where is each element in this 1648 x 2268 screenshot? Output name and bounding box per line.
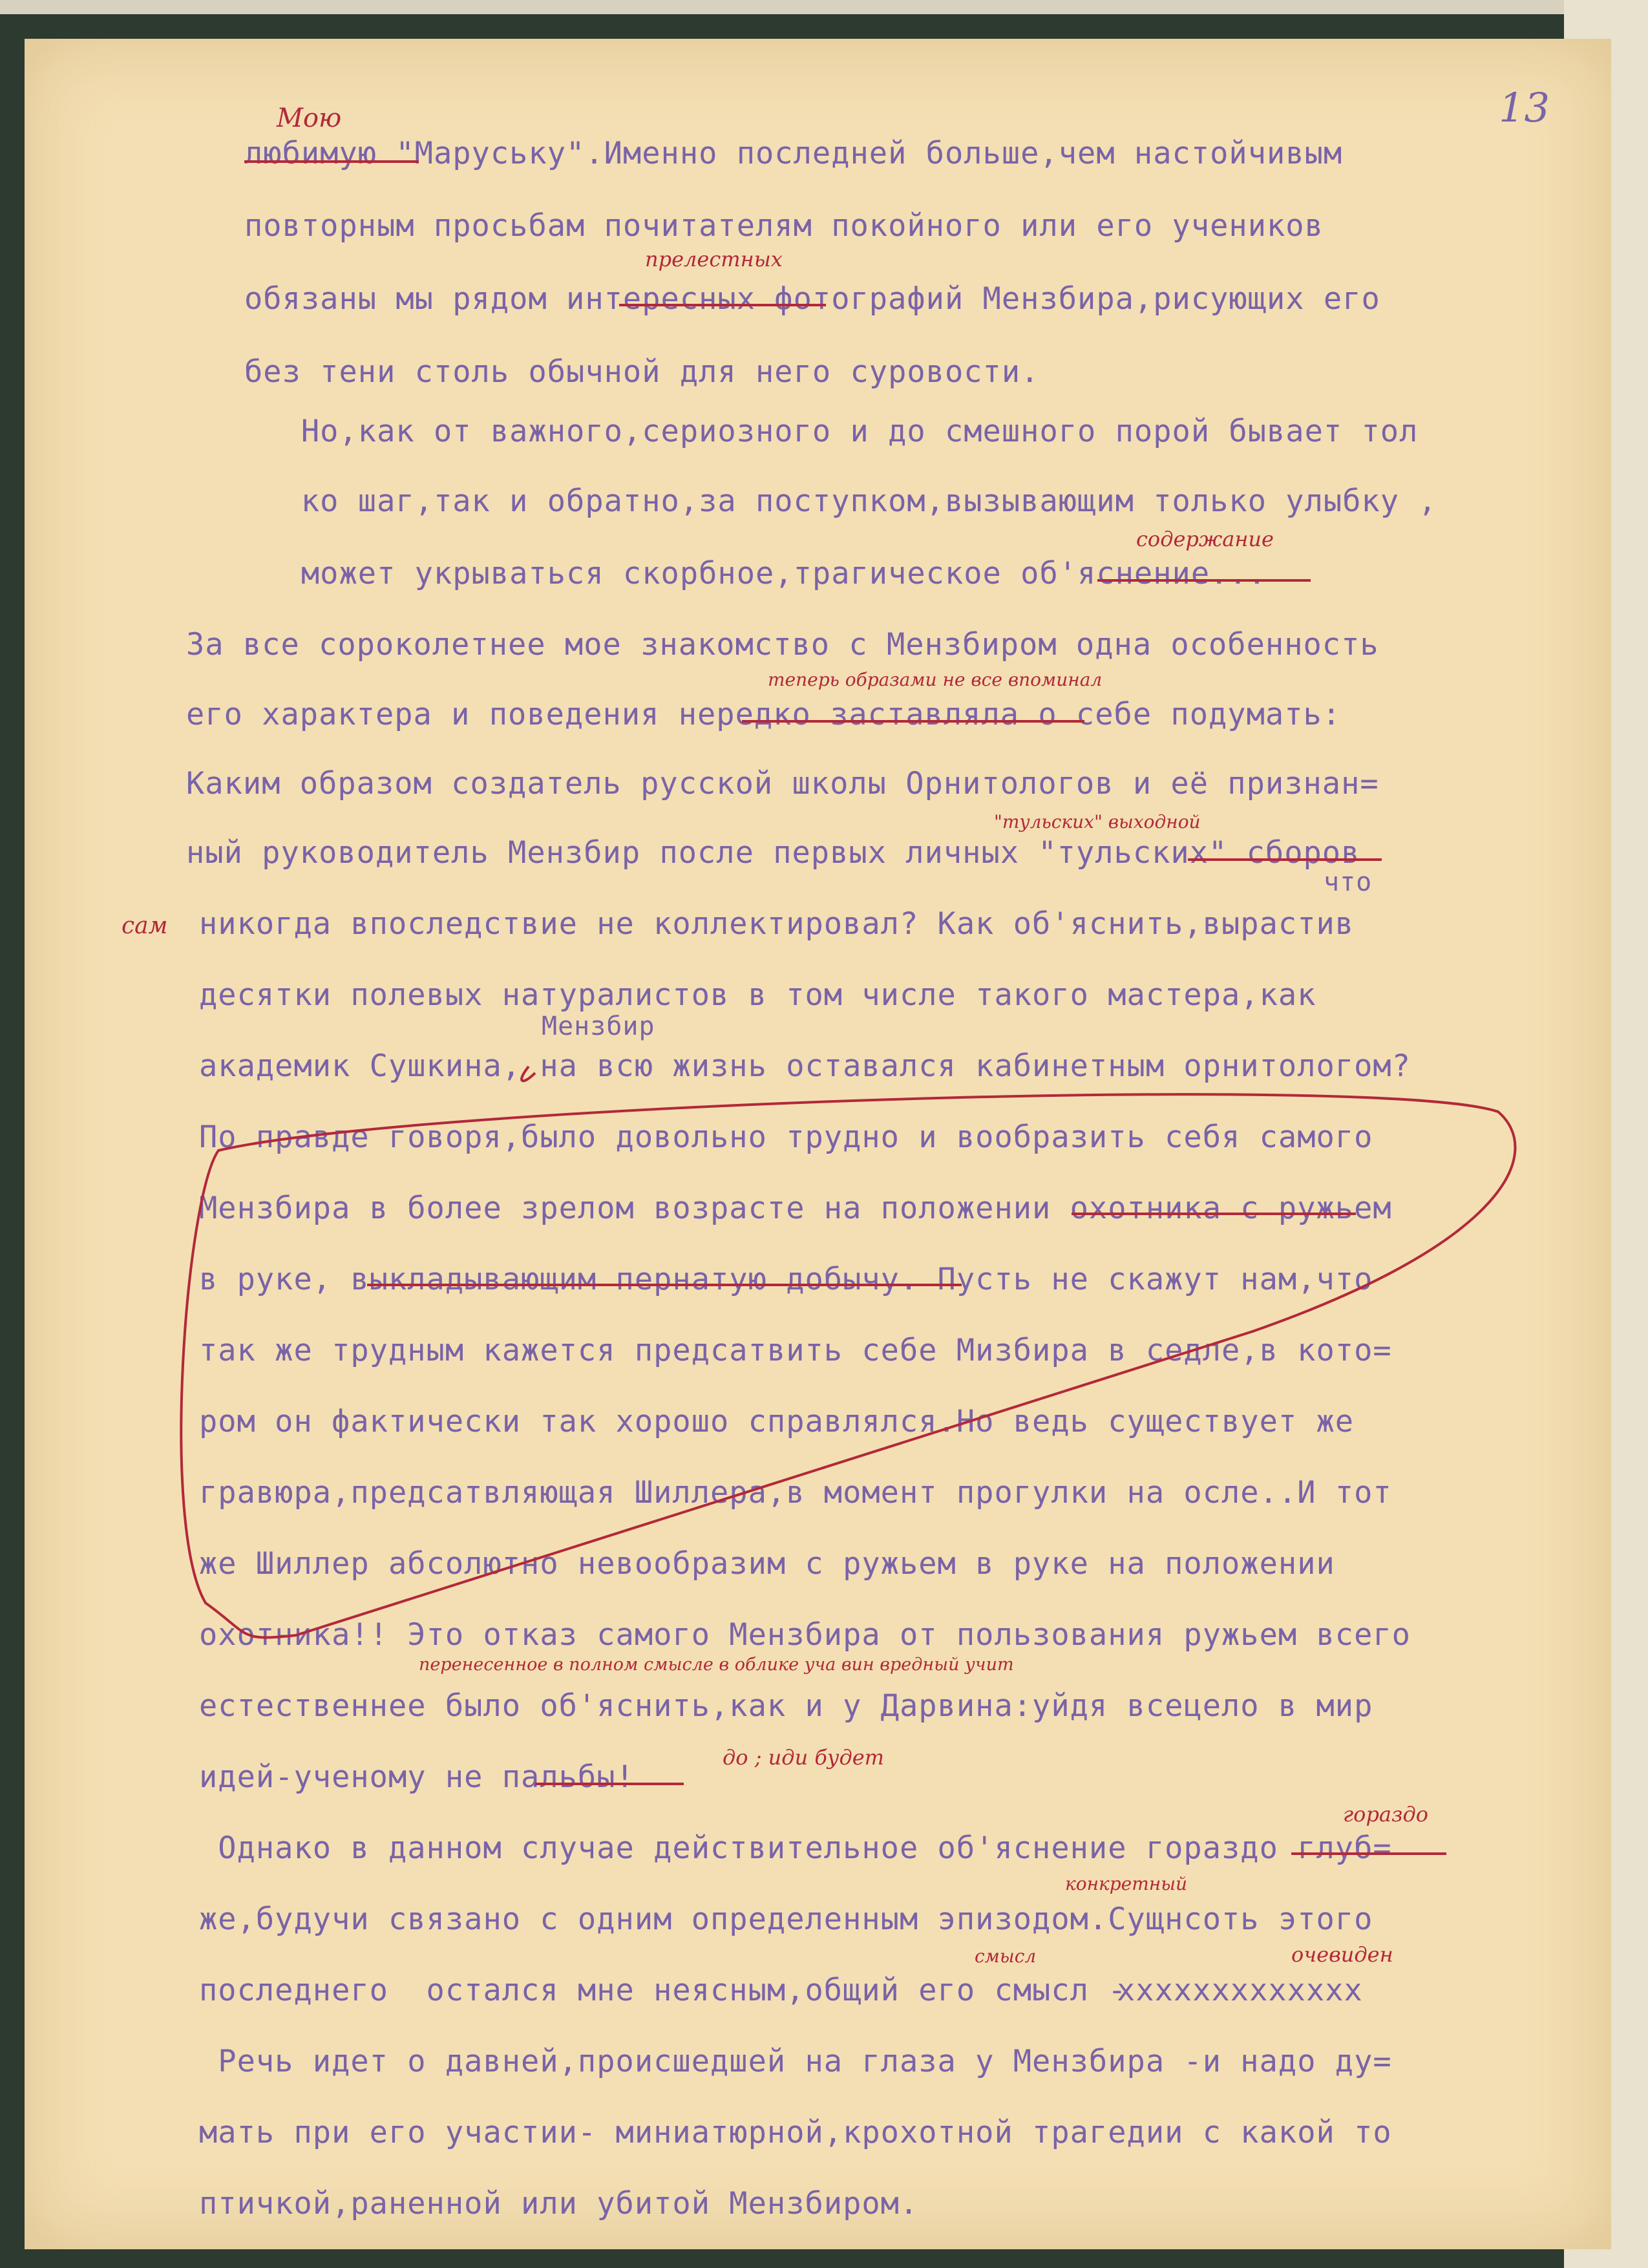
handwritten-note-ochividen: очевиден bbox=[1291, 1942, 1393, 1967]
text-line-15: По правде говоря,было довольно трудно и вообразить себя самого bbox=[199, 1119, 1373, 1155]
typed-struck-xs: ххххххххххххх bbox=[1117, 1973, 1363, 2008]
insertion-caret bbox=[522, 1066, 535, 1081]
text-line-5: Но,как от важного,сериозного и до смешного порой бывает тол bbox=[244, 414, 1419, 449]
text-line-17: в руке, выкладывающим пернатую добычу. Пусть не скажут нам,что bbox=[199, 1262, 1373, 1297]
text-line-10: Каким образом создатель русской школы Орнитологов и её признан= bbox=[186, 766, 1379, 801]
handwritten-note-below-ohotnika: перенесенное в полном смысле в облике уча вин вредный учит bbox=[419, 1655, 1014, 1675]
text-line-13: десятки полевых натуралистов в том числе такого мастера,как bbox=[199, 977, 1316, 1013]
text-line-9: его характера и поведения нередко заставляла о себе подумать: bbox=[186, 697, 1342, 732]
text-line-7: может укрываться скорбное,трагическое об'яснение... bbox=[244, 556, 1267, 591]
editorial-marks bbox=[25, 39, 1611, 2249]
handwritten-note-prelestnyh: прелестных bbox=[645, 247, 783, 271]
typed-insertion-menzbir: Мензбир bbox=[542, 1012, 655, 1041]
text-line-26: же,будучи связано с одним определенным эпизодом.Сущнсоть этого bbox=[199, 1902, 1373, 1937]
text-line-19: ром он фактически так хорошо справлялся.Но ведь существует же bbox=[199, 1404, 1355, 1439]
text-line-25: Однако в данном случае действительное об'яснение гораздо глуб= bbox=[199, 1830, 1392, 1866]
text-line-6: ко шаг,так и обратно,за поступком,вызывающим только улыбку , bbox=[244, 483, 1437, 519]
handwritten-note-konkretnyi: конкретный bbox=[1065, 1873, 1188, 1894]
text-line-1: любимую "Маруську".Именно последней больше,чем настойчивым bbox=[244, 136, 1343, 171]
text-line-22: охотника!! Это отказ самого Мензбира от пользования ружьем всего bbox=[199, 1617, 1411, 1653]
text-line-24: идей-ученому не пальбы! bbox=[199, 1759, 635, 1795]
text-line-14: академик Сушкина, на всю жизнь оставался кабинетным орнитологом? bbox=[199, 1048, 1411, 1084]
typewritten-page bbox=[25, 39, 1611, 2249]
text-line-3: обязаны мы рядом интересных фотографий Мензбира,рисующих его bbox=[244, 281, 1380, 317]
typed-insertion-chto: что bbox=[1324, 867, 1373, 897]
text-line-18: так же трудным кажется предсатвить себе Мизбира в седле,в кото= bbox=[199, 1333, 1392, 1368]
handwritten-note-top-left: Мою bbox=[277, 103, 342, 133]
scanner-background-strip bbox=[0, 0, 1648, 14]
text-line-2: повторным просьбам почитателям покойного или его учеников bbox=[244, 208, 1324, 244]
text-line-4: без тени столь обычной для него суровости. bbox=[244, 354, 1040, 390]
handwritten-margin-note: сам bbox=[121, 913, 168, 939]
text-line-23: естественнее было об'яснить,как и у Дарвина:уйдя всецело в мир bbox=[199, 1688, 1373, 1724]
text-line-29: мать при его участии- миниатюрной,крохотной трагедии с какой то bbox=[199, 2115, 1392, 2150]
text-line-11: ный руководитель Мензбир после первых личных "тульских" сборов bbox=[186, 835, 1360, 871]
page-number: 13 bbox=[1499, 84, 1550, 131]
text-line-20: гравюра,предсатвляющая Шиллера,в момент прогулки на осле..И тот bbox=[199, 1475, 1392, 1510]
text-line-12: никогда впоследствие не коллектировал? Как об'яснить,вырастив bbox=[199, 906, 1355, 942]
handwritten-note-above-neredko: теперь образами не все впоминал bbox=[768, 669, 1103, 690]
bracket-loop bbox=[181, 1094, 1515, 1637]
handwritten-note-smysl: смысл bbox=[975, 1945, 1037, 1967]
text-line-8: За все сороколетнее мое знакомство с Мензбиром одна особенность bbox=[186, 627, 1379, 662]
text-line-27: последнего остался мне неясным,общий его смысл - bbox=[199, 1973, 1127, 2008]
handwritten-note-gorazdo: гораздо bbox=[1343, 1802, 1428, 1827]
handwritten-note-soderzhanie: содержание bbox=[1136, 527, 1274, 551]
text-line-28: Речь идет о давней,происшедшей на глаза у Мензбира -и надо ду= bbox=[199, 2044, 1392, 2079]
text-line-21: же Шиллер абсолютно невообразим с ружьем в руке на положении bbox=[199, 1546, 1335, 1582]
text-line-30: птичкой,раненной или убитой Мензбиром. bbox=[199, 2186, 919, 2221]
handwritten-note-above-tulskih: "тульских" выходной bbox=[994, 811, 1201, 832]
handwritten-note-after-palby: до ; иди будет bbox=[723, 1745, 884, 1770]
text-line-16: Мензбира в более зрелом возрасте на положении охотника с ружьем bbox=[199, 1191, 1392, 1226]
